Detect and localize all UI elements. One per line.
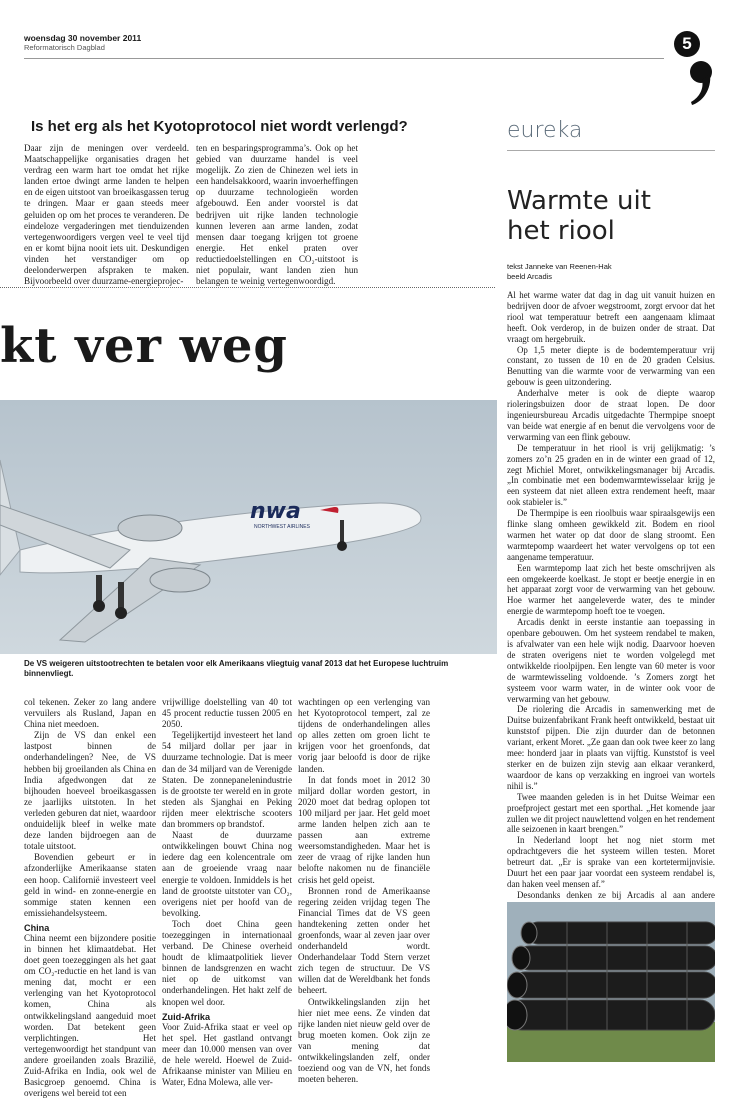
- body-col-1: [24, 697, 156, 1099]
- eureka-byline: [507, 262, 612, 282]
- paragraph: wachtingen op een verlenging van het Kyotoprotocol tempert, zal ze tijdens de onderhandelingen alles op alles zetten om groen licht te krijgen voor het groenfonds, dat vorig jaar beloofd is door de rijke landen.: [298, 697, 430, 774]
- paragraph: De temperatuur in het riool is vrij gelijkmatig: ’s zomers zo’n 25 graden en in de winter een graad of 12, zegt Michiel Moret, ontwikkelingsmanager bij Arcadis. „In combinatie met een bodemwarmtewisselaar krijg je een systeem dat niet alleen extra rendement heeft, maar ook stabieler is.”: [507, 442, 715, 508]
- paragraph: De riolering die Arcadis in samenwerking met de Duitse buizenfabrikant Frank heeft ontwikkeld, bestaat uit kunststof pijpen. Die zijn duurder dan de betonnen variant, erkent Moret. „Ze gaan dan ook twee keer zo lang mee: honderd jaar in plaats van vijftig. Kunststof is veel sterker en de buizen zijn stevig aan elkaar verankerd, waardoor de kans op verzakking en ingroei van wortels nihil is.”: [507, 704, 715, 791]
- paragraph: Voor Zuid-Afrika staat er veel op het spel. Het gastland ontvangt meer dan 10.000 mensen van over de hele wereld. Hoewel de Zuid-Afrikaanse minister van Milieu en Water, Edna Molewa, alle ver-: [162, 1021, 292, 1088]
- paragraph: Al het warme water dat dag in dag uit vanuit huizen en bedrijven door de afvoer wegstroomt, zorgt ervoor dat het riool wat temperatuur betreft een aangenaam klimaat heeft. Ook verderop, in de buizen onder de straat. Dat vraagt om hergebruik.: [507, 290, 715, 344]
- paragraph: In dat fonds moet in 2012 30 miljard dollar worden gestort, in 2020 moet dat bedrag oplopen tot 100 miljard per jaar. Het geld moet arme landen helpen zich aan te passen aan extreme weersomstandigheden. Maar het is zeer de vraag of rijke landen hun belofte nakomen nu de financiële crisis het geld opeist.: [298, 774, 430, 885]
- paragraph: Toch doet China geen toezeggingen in internationaal verband. De Chinese overheid houdt de klimaatpolitiek liever binnen de landsgrenzen en wacht niet op de uitkomst van onderhandelingen. Het hakt zelf de knopen wel door.: [162, 918, 292, 1007]
- photo-caption: De VS weigeren uitstootrechten te betalen voor elk Amerikaans vliegtuig vanaf 2013 dat het Europese luchtruim binnenvliegt.: [24, 659, 449, 678]
- airplane-photo: [0, 400, 497, 654]
- paragraph: Bovendien gebeurt er in afzonderlijke Amerikaanse staten een hoop. Californië investeert veel geld in wind- en zonne-energie en sommige staten kennen een emissiehandelsysteem.: [24, 852, 156, 918]
- body-col-2: [162, 697, 292, 1088]
- header-date: woensdag 30 november 2011: [24, 33, 142, 43]
- paragraph: Een warmtepomp laat zich het beste omschrijven als een omgekeerde koelkast. Je stopt er beetje energie in en het apparaat zorgt voor de verwarming van het gebouw. Hoe warmer het aangeleverde water, des te minder energie de warmtepomp hoeft toe te voegen.: [507, 562, 715, 617]
- section-eureka: eureka: [507, 118, 583, 143]
- paragraph: vrijwillige doelstelling van 40 tot 45 procent reductie tussen 2005 en 2050.: [162, 697, 292, 730]
- airline-logo-sub: NORTHWEST AIRLINES: [254, 524, 310, 530]
- header-paper: Reformatorisch Dagblad: [24, 43, 105, 52]
- page-number: 5: [674, 31, 700, 57]
- question-title: Is het erg als het Kyotoprotocol niet wordt verlengd?: [31, 118, 408, 135]
- subhead-china: China: [24, 922, 50, 933]
- paragraph: Twee maanden geleden is in het Duitse Weimar een proefproject gestart met een sporthal. „Het komende jaar zullen we dit project nauwlettend volgen en het rendement alle seizoenen in kaart brengen.”: [507, 791, 715, 835]
- paragraph: China neemt een bijzondere positie in binnen het klimaatdebat. Het doet geen toezeggingen als het gaat om CO₂-reductie en het land is van mening dat, mocht er een verlenging van het Kyotoprotocol komen, China als ontwikkelingsland aangeduid moet worden. Dat betekent geen verplichtingen. Het vertegenwoordigt het standpunt van andere groeilanden zoals Brazilië, Zuid-Afrika en India, ook wel de Basicgroep genoemd. China is overigens wel bereid tot een: [24, 932, 156, 1099]
- question-col-2: ten en besparingsprogramma’s. Ook op het gebied van duurzame handel is veel mogelijk. Zo zien de Chinezen wel iets in een handelsakkoord, waarin invoerheffingen op duurzame technologieën worden afgebouwd. Een ander voorstel is dat bedrijven uit rijke landen technologie kunnen leveren aan arme landen, zodat mensen daar toegang krijgen tot groene energie. Het enkel praten over reductiedoelstellingen en CO₂-uitstoot is niet populair, want landen zien hun belangen te weinig vertegenwoordigd.: [196, 143, 358, 287]
- paragraph: Tegelijkertijd investeert het land 54 miljard dollar per jaar in duurzame technologie. Dat is meer dan de 34 miljard van de Verenigde Staten. De zonnepanelenindustrie is de grootste ter wereld en in grote steden als Sjanghai en Peking rijden meer elektrische scooters dan brommers op brandstof.: [162, 730, 292, 830]
- dotted-divider: [0, 287, 495, 288]
- eureka-body: [507, 290, 715, 944]
- paragraph: Arcadis denkt in eerste instantie aan toepassing in openbare gebouwen. Om het systeem rendabel te maken, is afvalwater van een hele wijk nodig. Daarvoor hoeven de straten overigens niet te worden volgelegd met ontwikkelde rioolpijpen. Een lengte van 60 meter is voor de warmtewisseling voldoende. ’s Zomers zorgt het systeem voor warm water, in de winter ook voor de verwarming van het gebouw.: [507, 617, 715, 704]
- eureka-rule: [507, 150, 715, 151]
- body-col-3: [298, 697, 430, 1085]
- pipes-photo: [507, 902, 715, 1062]
- comma-logo-icon: [688, 60, 714, 106]
- header-rule: [24, 58, 664, 59]
- byline-text: tekst Janneke van Reenen-Hak: [507, 262, 612, 271]
- paragraph: col tekenen. Zeker zo lang andere vervuilers als Rusland, Japan en China niet meedoen.: [24, 697, 156, 730]
- paragraph: Desondanks denken ze bij Arcadis al aan andere: [517, 889, 715, 900]
- airline-logo-text: nwa: [250, 499, 301, 524]
- question-col-1: Daar zijn de meningen over verdeeld. Maatschappelijke organisaties dragen het verdrag een warm hart toe omdat het rijke landen ertoe dwingt arme landen te helpen en de eigen uitstoot van broeikasgassen terug te dringen. Maar er gaan steeds meer geluiden op om het proces te veranderen. De eindeloze vergaderingen met tienduizenden vertegenwoordigers vergen veel te veel tijd en er komt bijna nooit iets uit. Deskundigen vinden het verstandiger om op deelonderwerpen afspraken te maken. Bijvoorbeeld over duurzame-energieprojec-: [24, 143, 189, 287]
- paragraph: Zijn de VS dan enkel een lastpost binnen de onderhandelingen? Nee, de VS hebben bij groeilanden als China en India afgedwongen dat ze bijhouden hoeveel broeikasgassen ze jaarlijks uitstoten. In het verleden geburen dat niet, waardoor onduidelijk bleef in welke mate deze landen bijdroegen aan de totale uitstoot.: [24, 730, 156, 852]
- paragraph: Ontwikkelingslanden zijn het hier niet mee eens. Ze vinden dat rijke landen niet nieuw geld over de brug moeten komen. Ook zijn ze van mening dat ontwikkelingslanden zelf, onder toeziend oog van de VN, het fonds moeten beheren.: [298, 996, 430, 1085]
- eureka-title: [507, 186, 651, 246]
- eureka-title-line-1: Warmte uit: [507, 186, 651, 216]
- byline-image: beeld Arcadis: [507, 272, 553, 281]
- paragraph: Naast de duurzame ontwikkelingen bouwt China nog iedere dag een kolencentrale om aan de groeiende vraag naar energie te voldoen. Inmiddels is het land de grootste uitstoter van CO₂, overigens niet per hoofd van de bevolking.: [162, 830, 292, 918]
- paragraph: Bronnen rond de Amerikaanse regering zeiden vrijdag tegen The Financial Times dat de VS geen handtekening zetten onder het groenfonds, waar al zeven jaar over onderhandeld wordt. Onderhandelaar Todd Stern verzet zich tegen de structuur. De VS willen dat de Wereldbank het fonds beheert.: [298, 885, 430, 996]
- paragraph: In Nederland loopt het nog niet storm met opdrachtgevers die het systeem willen testen. Moret betreurt dat. „Er is sprake van een kortetermijnvisie. Duurt het een paar jaar voordat een systeem rendabel is, dan haken veel mensen af.”: [507, 835, 715, 889]
- eureka-title-line-2: het riool: [507, 216, 615, 246]
- paragraph: Anderhalve meter is ook de diepte waarop rioleringsbuizen door de straat lopen. De door ingenieursbureau Arcadis uitgedachte Thermpipe snoept van beide wat energie af en benut die vervolgens voor de verwarming van een flink gebouw.: [507, 388, 715, 442]
- paragraph: Op 1,5 meter diepte is de bodemtemperatuur vrij constant, zo tussen de 10 en de 20 graden Celsius. Benutting van die warmte voor de verwarming van een gebouw is geen uitzondering.: [507, 344, 715, 388]
- paragraph: De Thermpipe is een rioolbuis waar spiraalsgewijs een flinke slang omheen gewikkeld zit. Bodem en riool warmen het water op dat door de slang stroomt. Een warmtepomp waardeert het water vervolgens op tot een aangename temperatuur.: [507, 508, 715, 562]
- headline: kt ver weg: [0, 318, 288, 374]
- subhead-zuid-afrika: Zuid-Afrika: [162, 1011, 210, 1022]
